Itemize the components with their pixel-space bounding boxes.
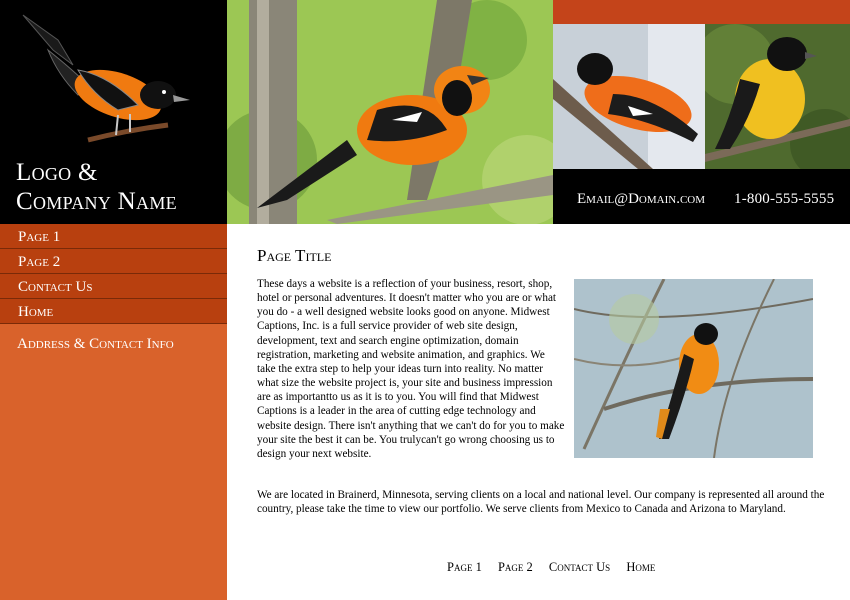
footer-link-home[interactable]: Home: [626, 560, 656, 574]
oriole-photo: [553, 24, 705, 169]
footer-link-contact-us[interactable]: Contact Us: [548, 560, 611, 574]
logo-line-2: Company Name: [16, 188, 177, 215]
contact-phone: 1-800-555-5555: [734, 191, 835, 207]
logo-line-1: Logo &: [16, 159, 98, 186]
oriole-content-photo: [574, 279, 813, 458]
logo-company-name: [16, 158, 177, 216]
sidebar-item-home[interactable]: Home: [0, 299, 227, 324]
logo-block[interactable]: [0, 0, 227, 224]
location-paragraph: We are located in Brainerd, Minnesota, serving clients on a local and national level. Our company is represented all around the country, please take the time to view our portfolio. We serve clients from Mexico to Canada and Arizona to Maryland.: [257, 489, 825, 516]
oriole-photo-2: [553, 24, 705, 169]
oriole-photo-main: [227, 0, 553, 224]
footer-nav: [447, 560, 668, 575]
intro-paragraph: These days a website is a reflection of your business, resort, shop, hotel or personal adventures. It doesn't matter who you are or what you do - a well designed website looks good on anyone. Midwest Captions, Inc. is a full service provider of web site design, development, text and search engine optimization, domain registration, marketing and website animation, and graphics. We take the extra step to help your ideas turn into reality. No matter what size the website project is, your site and business impression are as importantto us as it is to you. You will find that Midwest Captions is a leader in the area of cutting edge technology and website design. There isn't anything that we can't do for you to make your site the best it can be. You trulycan't go wrong choosing us to design your next website.: [257, 278, 565, 460]
footer-link-page-2[interactable]: Page 2: [497, 560, 533, 574]
footer-link-page-1[interactable]: Page 1: [447, 560, 482, 574]
header-accent-strip: [553, 0, 850, 24]
contact-bar: [553, 169, 850, 224]
oriole-photo: [574, 279, 813, 458]
sidebar-item-contact-us[interactable]: Contact Us: [0, 274, 227, 299]
sidebar-item-page-2[interactable]: Page 2: [0, 249, 227, 274]
oriole-photo: [227, 0, 553, 224]
oriole-photo: [705, 24, 850, 169]
page-title: Page Title: [257, 246, 332, 265]
contact-email-link[interactable]: Email@Domain.com: [577, 191, 706, 207]
sidebar: [0, 224, 227, 600]
sidebar-address-contact-info: Address & Contact Info: [17, 336, 174, 352]
sidebar-item-page-1[interactable]: Page 1: [0, 224, 227, 249]
oriole-logo-icon: [18, 10, 198, 160]
oriole-photo-3: [705, 24, 850, 169]
